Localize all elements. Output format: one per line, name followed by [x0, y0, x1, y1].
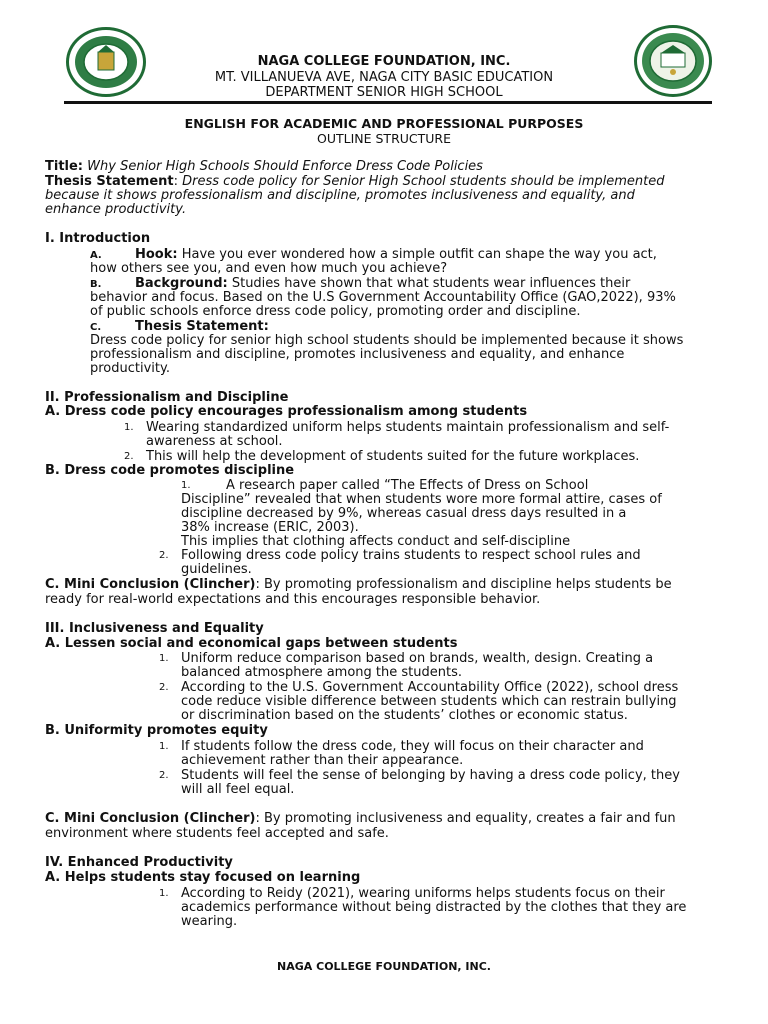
intro-c-marker: C. — [90, 322, 102, 333]
sec3-clincher-text-2: environment where students feel accepted and safe. — [45, 826, 389, 841]
sec3-b1-text-2: achievement rather than their appearance. — [181, 753, 464, 768]
sec2-b2-number: 2. — [159, 550, 169, 561]
intro-a-marker: A. — [90, 250, 102, 261]
sec2-b1-text-5: This implies that clothing affects conduct and self-discipline — [181, 534, 571, 549]
section-heading-productivity: IV. Enhanced Productivity — [45, 855, 233, 870]
sec2-a1-number: 1. — [124, 422, 134, 433]
sec2-b1-text-2: Discipline” revealed that when students wore more formal attire, cases of — [181, 492, 662, 507]
hook-text-2: how others see you, and even how much you achieve? — [90, 261, 448, 276]
intro-thesis-text-1: Dress code policy for senior high school students should be implemented because it shows — [90, 333, 684, 348]
sec3-clincher-label: C. Mini Conclusion (Clincher) — [45, 811, 256, 826]
sec3-b1-number: 1. — [159, 741, 169, 752]
intro-thesis-text-3: productivity. — [90, 361, 170, 376]
intro-thesis-label: Thesis Statement: — [135, 319, 269, 334]
sec2-a2-number: 2. — [124, 451, 134, 462]
sec4-a1-text-2: academics performance without being distracted by the clothes that they are — [181, 900, 687, 915]
sec4-a-heading: A. Helps students stay focused on learning — [45, 870, 361, 885]
header-divider — [64, 101, 712, 104]
footer-org-name: NAGA COLLEGE FOUNDATION, INC. — [277, 960, 491, 973]
background-text-2: behavior and focus. Based on the U.S Government Accountability Office (GAO,2022), 93% — [90, 290, 676, 305]
sec2-a1-text-2: awareness at school. — [146, 434, 283, 449]
sec4-a1-text-3: wearing. — [181, 914, 238, 929]
sec3-b2-text-2: will all feel equal. — [181, 782, 295, 797]
sec3-clincher-text-1: : By promoting inclusiveness and equality, creates a fair and fun — [255, 811, 676, 826]
sec3-a2-text-2: code reduce visible difference between students which can restrain bullying — [181, 694, 677, 709]
background-label: Background: — [135, 276, 228, 291]
sec2-b2-text-2: guidelines. — [181, 562, 252, 577]
sec2-b1-text-4: 38% increase (ERIC, 2003). — [181, 520, 359, 535]
sec3-a2-text-3: or discrimination based on the students’ clothes or economic status. — [181, 708, 628, 723]
section-heading-intro: I. Introduction — [45, 231, 151, 246]
sec2-a-heading: A. Dress code policy encourages professionalism among students — [45, 404, 528, 419]
sec2-a1-text-1: Wearing standardized uniform helps students maintain professionalism and self- — [146, 420, 670, 435]
sec3-a1-number: 1. — [159, 653, 169, 664]
sec3-a1-text-2: balanced atmosphere among the students. — [181, 665, 462, 680]
section-heading-professionalism: II. Professionalism and Discipline — [45, 390, 289, 405]
sec3-b1-text-1: If students follow the dress code, they will focus on their character and — [181, 739, 644, 754]
sec3-clincher-line-1 — [45, 812, 676, 827]
background-text-3: of public schools enforce dress code policy, promoting order and discipline. — [90, 304, 581, 319]
document-subtitle: OUTLINE STRUCTURE — [317, 131, 451, 146]
sec2-b1-text-3: discipline decreased by 9%, whereas casual dress days resulted in a — [181, 506, 627, 521]
hook-text-1: Have you ever wondered how a simple outfit can shape the way you act, — [181, 247, 657, 262]
intro-thesis-text-2: professionalism and discipline, promotes inclusiveness and equality, and enhance — [90, 347, 625, 362]
sec4-a1-number: 1. — [159, 888, 169, 899]
org-name: NAGA COLLEGE FOUNDATION, INC. — [257, 54, 511, 69]
address-line-1: MT. VILLANUEVA AVE, NAGA CITY BASIC EDUCATION — [214, 70, 554, 85]
sec3-a2-text-1: According to the U.S. Government Accountability Office (2022), school dress — [181, 680, 679, 695]
title-label: Title: — [45, 159, 84, 174]
sec3-a-heading: A. Lessen social and economical gaps between students — [45, 636, 458, 651]
intro-b-marker: B. — [90, 279, 102, 290]
sec2-b1-number: 1. — [181, 480, 191, 491]
sec3-a2-number: 2. — [159, 682, 169, 693]
sec2-clincher-label: C. Mini Conclusion (Clincher) — [45, 577, 256, 592]
thesis-label: Thesis Statement — [45, 174, 174, 189]
thesis-text-2: because it shows professionalism and discipline, promotes inclusiveness and equality, and — [45, 188, 635, 203]
title-line — [45, 160, 483, 175]
section-heading-inclusiveness: III. Inclusiveness and Equality — [45, 621, 264, 636]
sec3-b2-number: 2. — [159, 770, 169, 781]
sec3-a1-text-1: Uniform reduce comparison based on brands, wealth, design. Creating a — [181, 651, 654, 666]
sec2-a2-text-1: This will help the development of students suited for the future workplaces. — [146, 449, 640, 464]
sec2-clincher-text-1: : By promoting professionalism and discipline helps students be — [255, 577, 672, 592]
sec2-b-heading: B. Dress code promotes discipline — [45, 463, 295, 478]
thesis-text-3: enhance productivity. — [45, 202, 187, 217]
sec3-b-heading: B. Uniformity promotes equity — [45, 723, 268, 738]
course-title: ENGLISH FOR ACADEMIC AND PROFESSIONAL PURPOSES — [184, 116, 584, 131]
thesis-line-1: Thesis Statement: Dress code policy for Senior High School students should be implemented — [45, 174, 665, 189]
sec2-clincher-line-1 — [45, 578, 672, 593]
sec2-clincher-text-2: ready for real-world expectations and this encourages responsible behavior. — [45, 592, 541, 607]
address-line-2: DEPARTMENT SENIOR HIGH SCHOOL — [265, 85, 503, 100]
sec2-b2-text-1: Following dress code policy trains students to respect school rules and — [181, 548, 641, 563]
title-value: Why Senior High Schools Should Enforce Dress Code Policies — [87, 159, 483, 174]
sec3-b2-text-1: Students will feel the sense of belonging by having a dress code policy, they — [181, 768, 680, 783]
sec4-a1-text-1: According to Reidy (2021), wearing uniforms helps students focus on their — [181, 886, 665, 901]
hook-label: Hook: — [135, 247, 178, 262]
thesis-text-1: Dress code policy for Senior High School students should be implemented — [182, 174, 665, 189]
background-text-1: Studies have shown that what students wear influences their — [231, 276, 631, 291]
sec2-b1-text-1: A research paper called “The Effects of Dress on School — [226, 478, 589, 493]
